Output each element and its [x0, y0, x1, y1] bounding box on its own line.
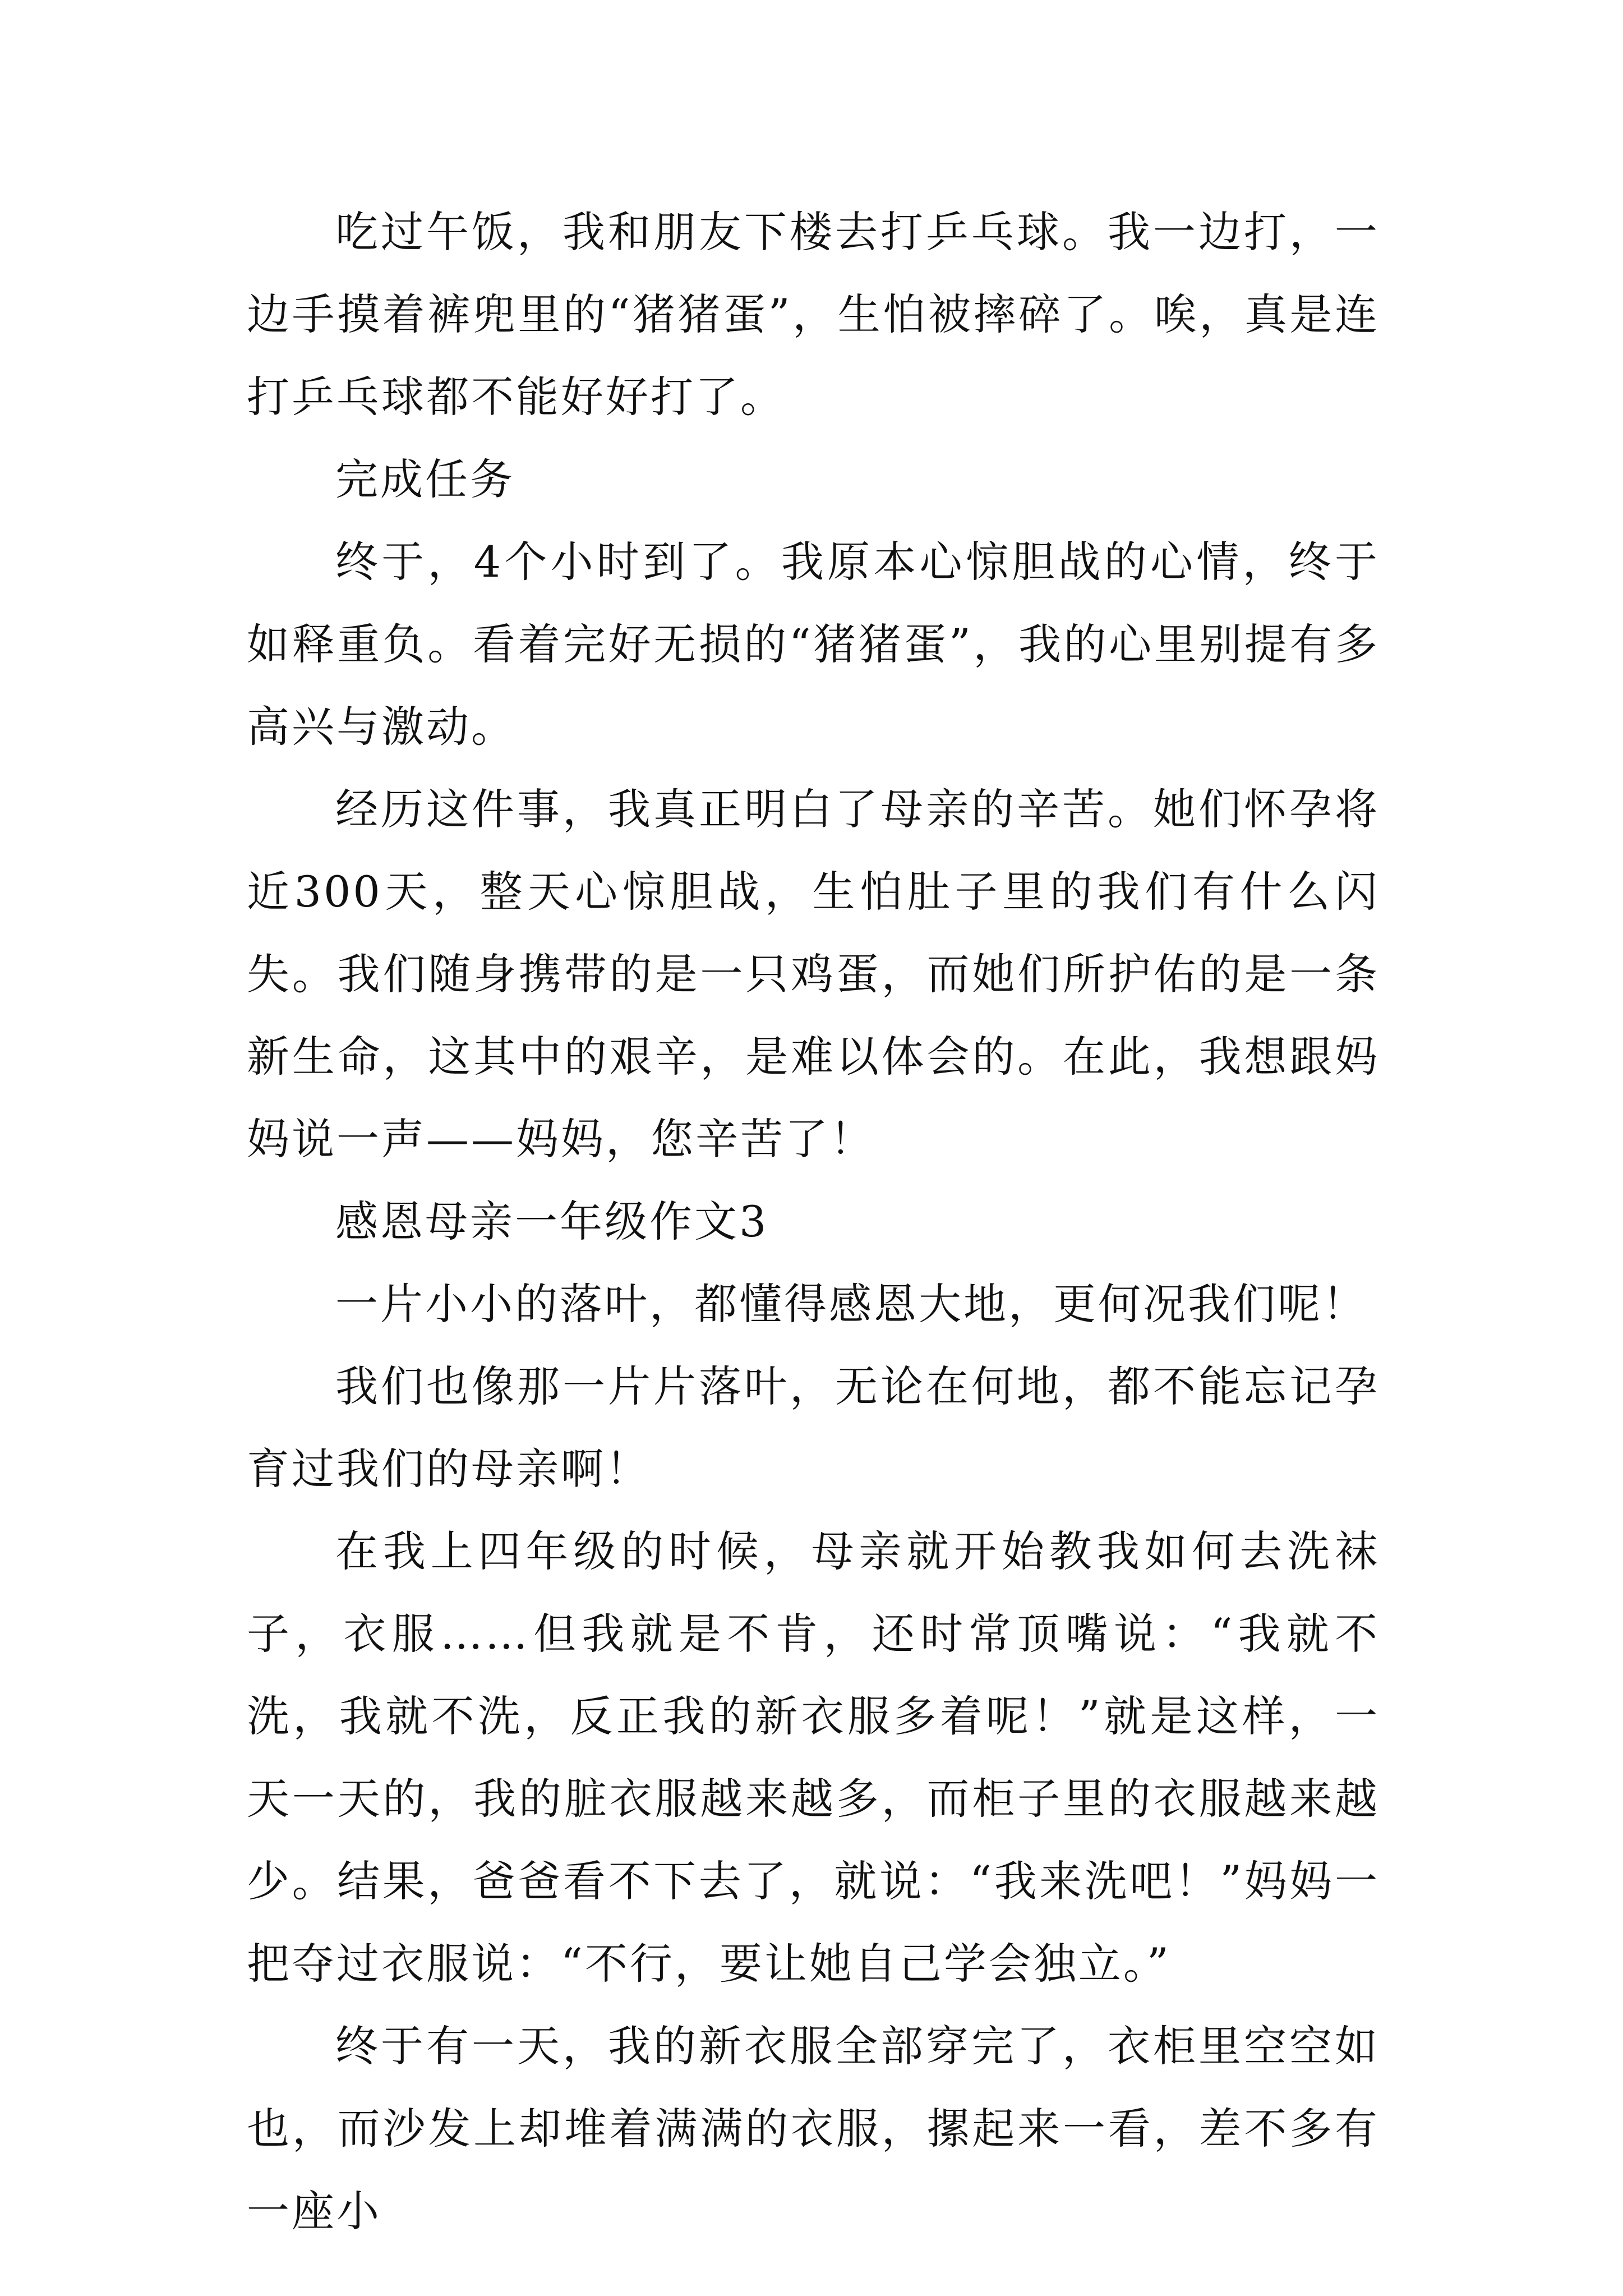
paragraph: 吃过午饭，我和朋友下楼去打乒乓球。我一边打，一边手摸着裤兜里的“猪猪蛋”，生怕被摔碎了。唉，真是连打乒乓球都不能好好打了。	[247, 207, 1380, 422]
paragraph: 经历这件事，我真正明白了母亲的辛苦。她们怀孕将近300天，整天心惊胆战，生怕肚子里的我们有什么闪失。我们随身携带的是一只鸡蛋，而她们所护佑的是一条新生命，这其中的艰辛，是难以体会的。在此，我想跟妈妈说一声——妈妈，您辛苦了！	[247, 784, 1380, 1164]
paragraph: 终于有一天，我的新衣服全部穿完了，衣柜里空空如也，而沙发上却堆着满满的衣服，摞起来一看，差不多有一座小	[247, 2021, 1380, 2236]
essay-title: 感恩母亲一年级作文3	[335, 1197, 769, 1246]
paragraph: 一片小小的落叶，都懂得感恩大地，更何况我们呢！	[335, 1279, 1367, 1329]
paragraph: 终于，4个小时到了。我原本心惊胆战的心情，终于如释重负。看着完好无损的“猪猪蛋”，我的心里别提有多高兴与激动。	[247, 537, 1380, 752]
paragraph: 在我上四年级的时候，母亲就开始教我如何去洗袜子，衣服……但我就是不肯，还时常顶嘴说：“我就不洗，我就不洗，反正我的新衣服多着呢！”就是这样，一天一天的，我的脏衣服越来越多，而柜子里的衣服越来越少。结果，爸爸看不下去了，就说：“我来洗吧！”妈妈一把夺过衣服说：“不行，要让她自己学会独立。”	[247, 1526, 1380, 1989]
paragraph: 我们也像那一片片落叶，无论在何地，都不能忘记孕育过我们的母亲啊！	[247, 1361, 1380, 1494]
document-body	[247, 191, 1380, 2252]
section-heading: 完成任务	[335, 454, 515, 504]
